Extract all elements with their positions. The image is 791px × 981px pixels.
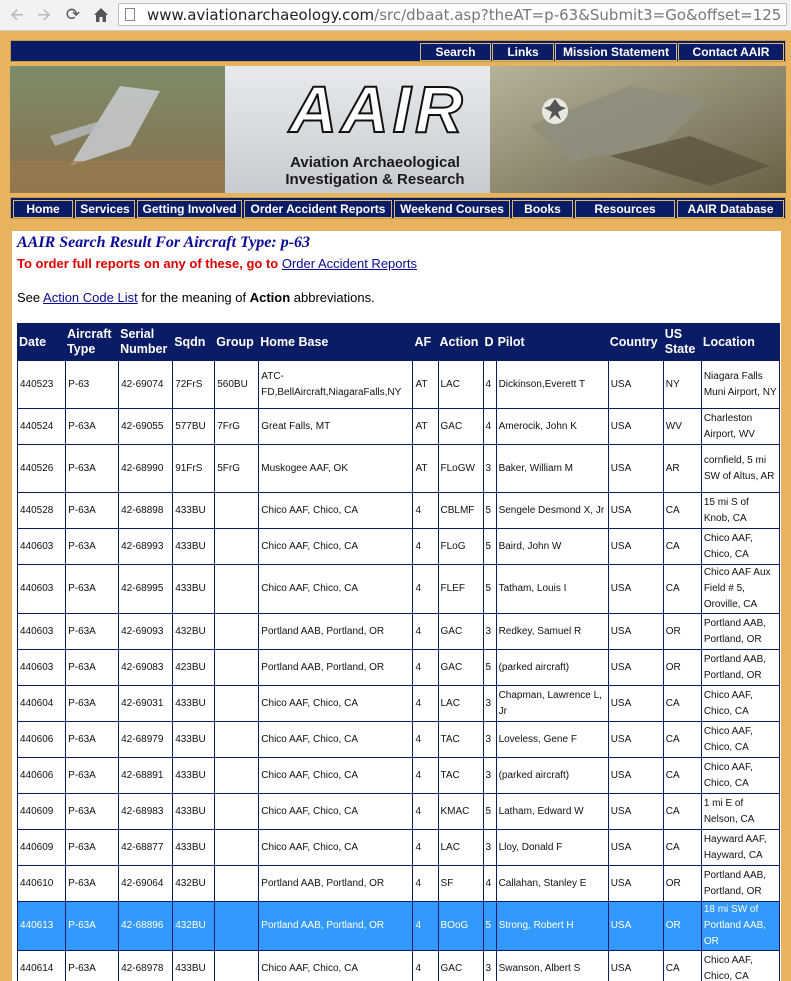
table-cell: Callahan, Stanley E [496, 866, 608, 902]
table-cell: FLoG [438, 529, 483, 565]
table-cell: Great Falls, MT [259, 409, 413, 445]
column-header: AF [413, 324, 438, 361]
table-cell: WV [663, 409, 701, 445]
table-cell: 440604 [18, 686, 66, 722]
home-icon[interactable] [90, 4, 112, 26]
table-cell: P-63A [66, 686, 119, 722]
results-content [12, 231, 781, 981]
order-notice [17, 256, 417, 271]
table-cell: 433BU [173, 951, 215, 981]
column-header: US State [663, 324, 701, 361]
table-cell: Portland AAB, Portland, OR [701, 866, 779, 902]
table-cell: 3 [483, 722, 496, 758]
aair-banner [10, 66, 786, 193]
column-header: Sqdn [173, 324, 215, 361]
table-cell: BOoG [438, 902, 483, 951]
table-cell: GAC [438, 614, 483, 650]
table-cell [215, 650, 259, 686]
table-cell: Portland AAB, Portland, OR [701, 650, 779, 686]
table-cell: GAC [438, 951, 483, 981]
table-row[interactable] [18, 794, 780, 830]
table-cell: Chico AAF, Chico, CA [259, 686, 413, 722]
table-cell: Chico AAF, Chico, CA [701, 722, 779, 758]
table-cell [215, 902, 259, 951]
table-cell: Lloy, Donald F [496, 830, 608, 866]
table-cell: 433BU [173, 794, 215, 830]
table-cell: USA [608, 409, 663, 445]
table-row[interactable] [18, 866, 780, 902]
banner-tagline [255, 154, 495, 188]
table-cell: 433BU [173, 529, 215, 565]
table-cell: 5 [483, 650, 496, 686]
table-cell [215, 830, 259, 866]
results-table [17, 323, 780, 981]
table-cell: Swanson, Albert S [496, 951, 608, 981]
table-cell: 3 [483, 830, 496, 866]
table-cell: Dickinson,Everett T [496, 361, 608, 409]
table-cell: GAC [438, 650, 483, 686]
table-cell: CA [663, 529, 701, 565]
table-cell: 42-68993 [119, 529, 173, 565]
table-header-row [18, 324, 780, 361]
table-row[interactable] [18, 529, 780, 565]
table-cell: Chico AAF, Chico, CA [259, 830, 413, 866]
table-cell: 440614 [18, 951, 66, 981]
table-cell: 433BU [173, 565, 215, 614]
table-cell: 5FrG [215, 445, 259, 493]
table-cell: Loveless, Gene F [496, 722, 608, 758]
table-cell: 4 [413, 951, 438, 981]
table-cell: 440603 [18, 565, 66, 614]
table-cell: P-63A [66, 722, 119, 758]
action-code-note [17, 290, 375, 305]
table-cell: 3 [483, 445, 496, 493]
nav-search[interactable]: Search [420, 43, 491, 61]
table-cell: FLoGW [438, 445, 483, 493]
table-cell: P-63A [66, 529, 119, 565]
table-cell: Tatham, Louis I [496, 565, 608, 614]
table-cell: USA [608, 493, 663, 529]
table-cell: P-63A [66, 758, 119, 794]
table-cell: 560BU [215, 361, 259, 409]
table-cell: 432BU [173, 614, 215, 650]
table-cell: Chico AAF, Chico, CA [259, 529, 413, 565]
see-text: See [17, 290, 44, 305]
table-cell: (parked aircraft) [496, 758, 608, 794]
table-cell: SF [438, 866, 483, 902]
table-cell: CA [663, 951, 701, 981]
table-cell: 42-69093 [119, 614, 173, 650]
nav-order-accident-reports[interactable]: Order Accident Reports [244, 200, 392, 218]
table-cell: Chico AAF, Chico, CA [259, 722, 413, 758]
table-cell: Charleston Airport, WV [701, 409, 779, 445]
table-cell: P-63A [66, 445, 119, 493]
table-cell: 440603 [18, 529, 66, 565]
table-cell: AT [413, 361, 438, 409]
table-cell: USA [608, 650, 663, 686]
table-cell: TAC [438, 758, 483, 794]
browser-toolbar [0, 0, 791, 31]
table-cell [215, 794, 259, 830]
table-cell: Sengele Desmond X, Jr [496, 493, 608, 529]
table-cell: 42-68983 [119, 794, 173, 830]
table-cell: Hayward AAF, Hayward, CA [701, 830, 779, 866]
table-cell: Muskogee AAF, OK [259, 445, 413, 493]
table-cell: LAC [438, 830, 483, 866]
table-cell: 440523 [18, 361, 66, 409]
table-cell: 3 [483, 614, 496, 650]
aair-logo: AAIR [289, 72, 467, 146]
table-cell: 7FrG [215, 409, 259, 445]
table-cell: 42-68891 [119, 758, 173, 794]
table-cell: CA [663, 794, 701, 830]
table-cell: Baker, William M [496, 445, 608, 493]
page-body [0, 31, 791, 981]
table-cell: NY [663, 361, 701, 409]
table-cell: 3 [483, 686, 496, 722]
table-cell: GAC [438, 409, 483, 445]
nav-resources[interactable]: Resources [575, 200, 675, 218]
table-cell: Chapman, Lawrence L, Jr [496, 686, 608, 722]
table-cell: (parked aircraft) [496, 650, 608, 686]
table-cell: Chico AAF, Chico, CA [701, 529, 779, 565]
table-cell: 4 [413, 614, 438, 650]
table-cell: 433BU [173, 493, 215, 529]
table-cell: USA [608, 951, 663, 981]
table-cell: 42-69055 [119, 409, 173, 445]
table-cell [215, 722, 259, 758]
table-cell: CA [663, 686, 701, 722]
table-cell: USA [608, 794, 663, 830]
table-cell: 4 [483, 866, 496, 902]
table-cell: USA [608, 758, 663, 794]
table-cell: 440524 [18, 409, 66, 445]
table-cell: Chico AAF, Chico, CA [259, 758, 413, 794]
table-cell: P-63A [66, 493, 119, 529]
table-cell: Redkey, Samuel R [496, 614, 608, 650]
table-cell: 5 [483, 794, 496, 830]
forward-icon[interactable]: 🡪 [37, 5, 51, 25]
table-cell: 4 [413, 866, 438, 902]
table-row[interactable] [18, 565, 780, 614]
table-cell: 15 mi S of Knob, CA [701, 493, 779, 529]
column-header: Action [438, 324, 483, 361]
action-code-list-link[interactable]: Action Code List [43, 290, 138, 305]
table-row[interactable] [18, 902, 780, 951]
table-cell [215, 493, 259, 529]
nav-books[interactable]: Books [512, 200, 573, 218]
table-cell: 72FrS [173, 361, 215, 409]
table-cell: Chico AAF, Chico, CA [701, 758, 779, 794]
table-cell [215, 951, 259, 981]
table-cell [215, 614, 259, 650]
column-header: Home Base [259, 324, 413, 361]
table-cell: 42-68978 [119, 951, 173, 981]
column-header: D [483, 324, 496, 361]
table-cell: Chico AAF, Chico, CA [259, 951, 413, 981]
table-cell: 4 [483, 361, 496, 409]
nav-weekend-courses[interactable]: Weekend Courses [394, 200, 510, 218]
table-cell: 440606 [18, 722, 66, 758]
table-cell: 42-68877 [119, 830, 173, 866]
table-cell: Strong, Robert H [496, 902, 608, 951]
order-reports-link[interactable]: Order Accident Reports [281, 256, 417, 271]
table-cell: AT [413, 445, 438, 493]
table-row[interactable] [18, 830, 780, 866]
nav-links[interactable]: Links [492, 43, 554, 61]
banner-line1: Aviation Archaeological [290, 154, 460, 171]
main-nav [10, 197, 786, 219]
table-cell [215, 565, 259, 614]
table-cell: 91FrS [173, 445, 215, 493]
column-header: Aircraft Type [66, 324, 119, 361]
table-cell: AT [413, 409, 438, 445]
order-text: To order full reports on any of these, go to [17, 256, 282, 271]
column-header: Country [608, 324, 663, 361]
table-row[interactable] [18, 361, 780, 409]
table-cell [215, 686, 259, 722]
back-icon[interactable]: 🡨 [10, 5, 24, 25]
table-cell: 4 [413, 565, 438, 614]
table-cell: 433BU [173, 686, 215, 722]
page-title: AAIR Search Result For Aircraft Type: p-63 [17, 234, 311, 251]
table-cell: 42-68898 [119, 493, 173, 529]
column-header: Group [215, 324, 259, 361]
table-cell: Chico AAF, Chico, CA [701, 951, 779, 981]
table-cell: USA [608, 866, 663, 902]
table-cell: 4 [413, 493, 438, 529]
table-cell: 423BU [173, 650, 215, 686]
table-cell: OR [663, 614, 701, 650]
table-row[interactable] [18, 445, 780, 493]
table-cell: 440528 [18, 493, 66, 529]
table-cell: P-63A [66, 830, 119, 866]
table-cell: 432BU [173, 902, 215, 951]
table-cell: 42-69064 [119, 866, 173, 902]
table-cell: 42-68979 [119, 722, 173, 758]
table-cell: 440609 [18, 794, 66, 830]
table-cell: FLEF [438, 565, 483, 614]
table-cell: 4 [483, 409, 496, 445]
table-cell: 4 [413, 794, 438, 830]
table-cell: Chico AAF, Chico, CA [701, 686, 779, 722]
table-cell: USA [608, 445, 663, 493]
table-cell: Chico AAF, Chico, CA [259, 794, 413, 830]
table-cell: 5 [483, 529, 496, 565]
nav-mission-statement[interactable]: Mission Statement [555, 43, 677, 61]
table-cell: 4 [413, 830, 438, 866]
table-cell [215, 866, 259, 902]
table-cell: Chico AAF, Chico, CA [259, 565, 413, 614]
table-cell: USA [608, 565, 663, 614]
table-cell: 5 [483, 493, 496, 529]
table-cell: Portland AAB, Portland, OR [259, 614, 413, 650]
table-cell: CA [663, 830, 701, 866]
nav-getting-involved[interactable]: Getting Involved [137, 200, 242, 218]
table-cell: CA [663, 722, 701, 758]
table-cell: 42-69074 [119, 361, 173, 409]
table-cell: Chico AAF, Chico, CA [259, 493, 413, 529]
table-cell: Portland AAB, Portland, OR [701, 614, 779, 650]
table-cell: KMAC [438, 794, 483, 830]
table-cell: 42-69083 [119, 650, 173, 686]
address-bar[interactable] [118, 3, 787, 26]
table-cell: 440526 [18, 445, 66, 493]
table-cell: TAC [438, 722, 483, 758]
table-row[interactable] [18, 493, 780, 529]
table-cell: Niagara Falls Muni Airport, NY [701, 361, 779, 409]
table-cell: CA [663, 565, 701, 614]
table-cell: 440609 [18, 830, 66, 866]
table-cell: 42-68896 [119, 902, 173, 951]
table-cell: P-63A [66, 614, 119, 650]
see-bold-text: Action [249, 290, 291, 305]
table-cell: AR [663, 445, 701, 493]
table-cell: OR [663, 650, 701, 686]
table-row[interactable] [18, 686, 780, 722]
table-cell: 440603 [18, 614, 66, 650]
table-row[interactable] [18, 722, 780, 758]
url-domain: www.aviationarchaeology.com [147, 6, 375, 24]
table-cell: USA [608, 722, 663, 758]
table-cell: Portland AAB, Portland, OR [259, 902, 413, 951]
table-cell: 3 [483, 951, 496, 981]
table-cell: 42-68995 [119, 565, 173, 614]
table-cell: OR [663, 902, 701, 951]
table-cell: 4 [413, 650, 438, 686]
table-cell: 18 mi SW of Portland AAB, OR [701, 902, 779, 951]
table-cell: 4 [413, 686, 438, 722]
table-cell: Latham, Edward W [496, 794, 608, 830]
table-cell: 433BU [173, 722, 215, 758]
table-cell: P-63A [66, 951, 119, 981]
nav-services[interactable]: Services [75, 200, 135, 218]
table-cell: 4 [413, 902, 438, 951]
table-cell: Amerocik, John K [496, 409, 608, 445]
table-cell: P-63A [66, 650, 119, 686]
table-cell: 440606 [18, 758, 66, 794]
table-cell: 433BU [173, 758, 215, 794]
table-cell: P-63A [66, 902, 119, 951]
banner-line2: Investigation & Research [285, 171, 465, 188]
page-icon [125, 8, 135, 21]
table-cell: 1 mi E of Nelson, CA [701, 794, 779, 830]
reload-icon[interactable]: ⟳ [65, 5, 81, 25]
table-cell: Portland AAB, Portland, OR [259, 866, 413, 902]
table-cell: CA [663, 493, 701, 529]
table-cell: 42-69031 [119, 686, 173, 722]
table-cell: 4 [413, 758, 438, 794]
table-row[interactable] [18, 650, 780, 686]
table-cell: 5 [483, 902, 496, 951]
table-row[interactable] [18, 758, 780, 794]
column-header: Date [18, 324, 66, 361]
table-cell: USA [608, 361, 663, 409]
table-cell: 42-68990 [119, 445, 173, 493]
table-cell: USA [608, 529, 663, 565]
table-cell: 5 [483, 565, 496, 614]
table-cell: LAC [438, 686, 483, 722]
table-cell: 3 [483, 758, 496, 794]
column-header: Location [701, 324, 779, 361]
table-cell: P-63A [66, 409, 119, 445]
table-cell: USA [608, 830, 663, 866]
table-cell: 577BU [173, 409, 215, 445]
table-cell: P-63 [66, 361, 119, 409]
table-body [18, 361, 780, 981]
table-cell: P-63A [66, 565, 119, 614]
table-cell: CA [663, 758, 701, 794]
table-cell: 440610 [18, 866, 66, 902]
table-cell: USA [608, 686, 663, 722]
table-cell: Portland AAB, Portland, OR [259, 650, 413, 686]
see-mid-text: for the meaning of [137, 290, 250, 305]
column-header: Pilot [496, 324, 608, 361]
table-cell [215, 529, 259, 565]
table-cell: 440603 [18, 650, 66, 686]
top-nav [10, 40, 786, 62]
table-row[interactable] [18, 951, 780, 981]
table-cell: P-63A [66, 794, 119, 830]
table-cell: 433BU [173, 830, 215, 866]
table-cell: ATC-FD,BellAircraft,NiagaraFalls,NY [259, 361, 413, 409]
table-cell: OR [663, 866, 701, 902]
table-cell [215, 758, 259, 794]
table-row[interactable] [18, 614, 780, 650]
table-cell: Chico AAF Aux Field # 5, Oroville, CA [701, 565, 779, 614]
table-cell: Baird, John W [496, 529, 608, 565]
url-path: /src/dbaat.asp?theAT=p-63&Submit3=Go&offset=125 [374, 6, 782, 24]
table-row[interactable] [18, 409, 780, 445]
table-cell: P-63A [66, 866, 119, 902]
nav-home[interactable]: Home [13, 200, 73, 218]
table-cell: CBLMF [438, 493, 483, 529]
table-cell: 440613 [18, 902, 66, 951]
table-cell: USA [608, 902, 663, 951]
nav-aair-database[interactable]: AAIR Database [677, 200, 784, 218]
nav-contact-aair[interactable]: Contact AAIR [678, 43, 784, 61]
table-cell: cornfield, 5 mi SW of Altus, AR [701, 445, 779, 493]
table-cell: 4 [413, 529, 438, 565]
table-cell: LAC [438, 361, 483, 409]
column-header: Serial Number [119, 324, 173, 361]
see-end-text: abbreviations. [290, 290, 375, 305]
table-cell: USA [608, 614, 663, 650]
table-cell: 4 [413, 722, 438, 758]
table-cell: 432BU [173, 866, 215, 902]
